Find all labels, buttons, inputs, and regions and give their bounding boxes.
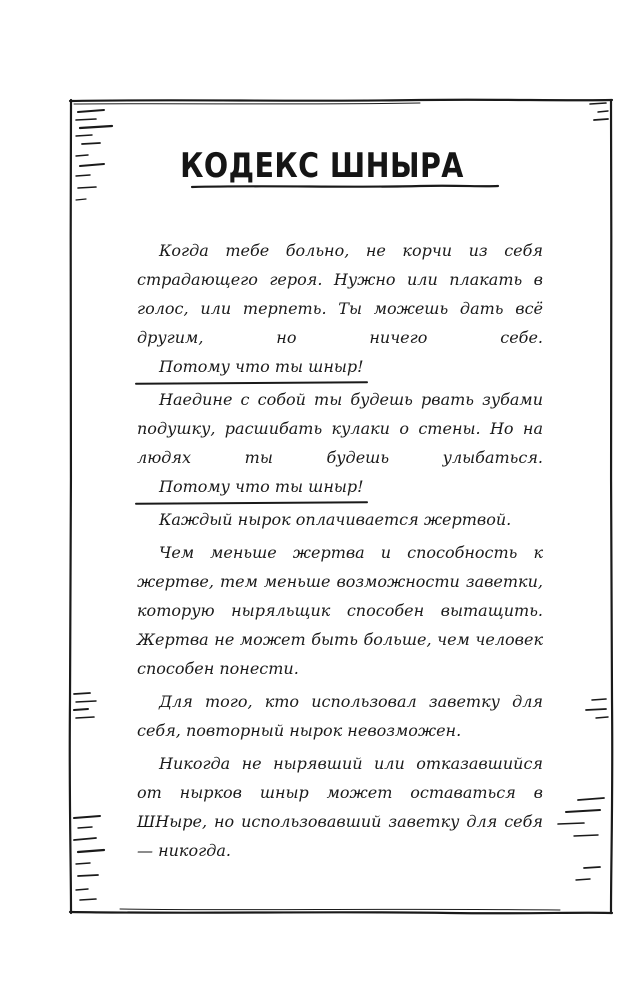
paragraph-1	[137, 236, 543, 381]
paragraph-3: Каждый нырок оплачивается жертвой.	[159, 510, 512, 529]
paragraph-2	[137, 385, 543, 501]
page-title: КОДЕКС ШНЫРА	[180, 146, 464, 186]
paragraph-6: Никогда не нырявший или отказавшийся от нырков шныр может оставаться в ШНыре, но использовавший заветку для себя — никогда.	[137, 754, 543, 860]
paragraph-4: Чем меньше жертва и способность к жертве, тем меньше возможности заветки, которую ныряльщик способен вытащить. Жертва не может быть больше, чем человек способен понести.	[137, 543, 543, 678]
paragraph-5: Для того, кто использовал заветку для себя, повторный нырок невозможен.	[137, 692, 543, 740]
code-text	[137, 236, 543, 869]
underlined-phrase: Потому что ты шныр!	[137, 472, 364, 501]
paragraph-2-text: Наедине с собой ты будешь рвать зубами подушку, расшибать кулаки о стены. Но на людях ты будешь улыбаться.	[137, 390, 543, 467]
underlined-phrase: Потому что ты шныр!	[137, 352, 364, 381]
paragraph-1-text: Когда тебе больно, не корчи из себя страдающего героя. Нужно или плакать в голос, или терпеть. Ты можешь дать всё другим, но ничего себе.	[137, 241, 543, 347]
title-underline	[190, 182, 500, 194]
